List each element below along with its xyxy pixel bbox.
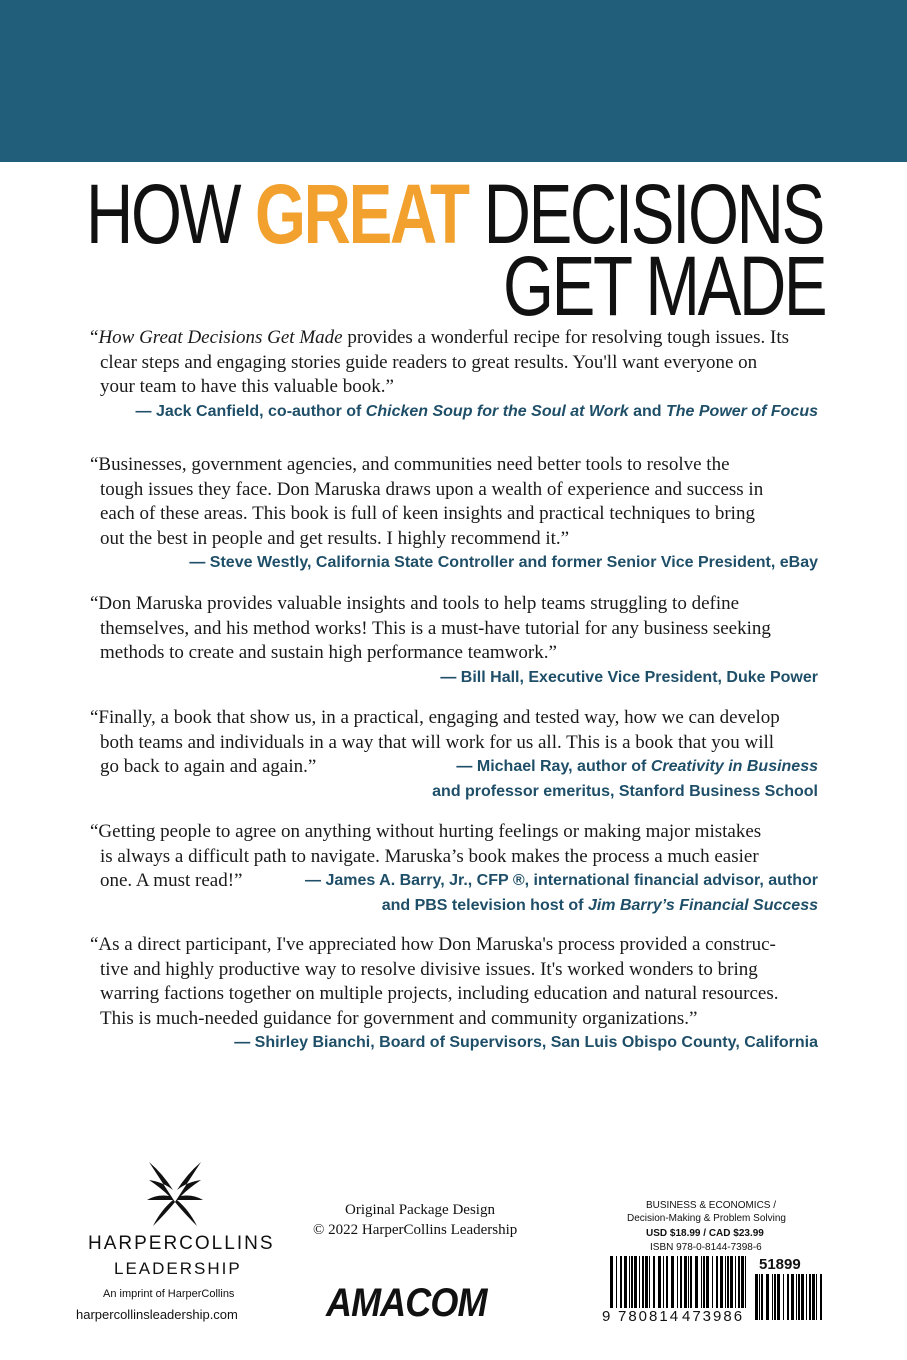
barcode-bar — [798, 1274, 800, 1320]
barcode-bar — [783, 1274, 784, 1320]
barcode-bar — [759, 1274, 760, 1320]
barcode-bar — [629, 1256, 630, 1308]
copyright: © 2022 HarperCollins Leadership — [313, 1222, 518, 1238]
design-credit: Original Package Design — [345, 1202, 495, 1218]
barcode-bar — [727, 1256, 729, 1308]
quote-hall: “Don Maruska provides valuable insights and tools to help teams struggling to define themselves, and his method works! This is a must-have tutorial for any business seeking methods to create and sustain high performance teamwork.” — Bill Hall, Executive Vice President, Duke Power — [90, 592, 830, 690]
category-line1: BUSINESS & ECONOMICS / — [646, 1200, 777, 1211]
addon-digits: 51899 — [759, 1256, 801, 1273]
attribution-line2: and PBS television host of Jim Barry’s Financial Success — [381, 896, 818, 914]
amacom-logo: AMACOM — [326, 1281, 487, 1325]
price: USD $18.99 / CAD $23.99 — [646, 1228, 764, 1239]
barcode-bar — [663, 1256, 664, 1308]
barcode-bar — [624, 1256, 627, 1308]
barcode-bar — [706, 1256, 709, 1308]
barcode-bar — [791, 1274, 794, 1320]
barcode-bar — [631, 1256, 633, 1308]
quote-bianchi: “As a direct participant, I've appreciated how Don Maruska's process provided a construc- tive and highly productive way to resolve divisive issues. It's worked wonders to bring warring factions together on multiple projects, including education and natural resources. This is much-needed guidance for government and community organizations.” — Shirley Bianchi, Board of Supervisors, San Luis Obispo County, California — [90, 933, 830, 1056]
barcode-bar — [642, 1256, 644, 1308]
barcode-bar — [796, 1274, 797, 1320]
imprint-text: An imprint of HarperCollins — [103, 1288, 235, 1300]
barcode-bar — [639, 1256, 640, 1308]
attribution: — Shirley Bianchi, Board of Supervisors, San Luis Obispo County, California — [234, 1034, 818, 1051]
harpercollins-fire-water-logo-icon — [143, 1160, 207, 1230]
attribution-line2: and professor emeritus, Stanford Business School — [432, 782, 818, 800]
barcode-bar — [725, 1256, 726, 1308]
barcode-bar — [774, 1274, 776, 1320]
barcode-bar — [645, 1256, 648, 1308]
barcode-bar — [658, 1256, 661, 1308]
barcode-bar — [820, 1274, 822, 1320]
barcode-bar — [620, 1256, 622, 1308]
barcode-bar — [777, 1274, 780, 1320]
title-accent-word: GREAT — [254, 167, 468, 261]
barcode-bar — [816, 1274, 817, 1320]
barcode-bar — [741, 1256, 744, 1308]
barcode-bar — [616, 1256, 617, 1308]
barcode-bar — [649, 1256, 650, 1308]
category-line2: Decision-Making & Problem Solving — [627, 1213, 786, 1224]
quote-barry: “Getting people to agree on anything without hurting feelings or making major mistakes is always a difficult path to navigate. Maruska’s book makes the process a much easier one. A must read!” — James A. Barry, Jr., CFP ®, international financial advisor, author and PBS television host of Jim Barry’s Financial Success — [90, 820, 830, 918]
barcode-bar — [690, 1256, 692, 1308]
header-band — [0, 0, 907, 162]
publisher-url[interactable]: harpercollinsleadership.com — [76, 1307, 238, 1322]
barcode-addon-icon — [755, 1274, 825, 1322]
attribution: — Steve Westly, California State Controller and former Senior Vice President, eBay — [189, 554, 818, 571]
barcode-bar — [787, 1274, 789, 1320]
barcode-bar — [703, 1256, 705, 1308]
barcode-digits-right: 473986 — [682, 1308, 745, 1325]
isbn: ISBN 978-0-8144-7398-6 — [650, 1242, 762, 1253]
publisher-subname: LEADERSHIP — [114, 1259, 242, 1278]
barcode-bar — [720, 1256, 723, 1308]
barcode-bar — [766, 1274, 769, 1320]
attribution: — Bill Hall, Executive Vice President, Duke Power — [440, 668, 818, 686]
barcode-bar — [671, 1256, 674, 1308]
barcode-main-icon — [610, 1256, 750, 1314]
attribution: — James A. Barry, Jr., CFP ®, international financial advisor, author — [305, 872, 818, 889]
barcode-bar — [745, 1256, 746, 1308]
barcode-bar — [761, 1274, 763, 1320]
barcode-bar — [809, 1274, 811, 1320]
barcode-bar — [735, 1256, 736, 1308]
barcode-bar — [712, 1256, 713, 1308]
attribution: — Michael Ray, author of Creativity in Business — [456, 758, 818, 775]
publisher-name: HARPERCOLLINS — [88, 1233, 275, 1254]
barcode-bar — [806, 1274, 807, 1320]
quote-ray: “Finally, a book that show us, in a practical, engaging and tested way, how we can develop both teams and individuals in a way that will work for us all. This is a book that you will go back to again and again.” — Michael Ray, author of Creativity in Business and professor emeritus, Stanford Business School — [90, 706, 830, 804]
book-title-line2: GET MADE — [503, 239, 826, 333]
quote-westly: “Businesses, government agencies, and communities need better tools to resolve the tough issues they face. Don Maruska draws upon a wealth of experience and success in each of these areas. This book is full of keen insights and practical techniques to bring out the best in people and get results. I highly recommend it.” — Steve Westly, California State Controller and former Senior Vice President, eBay — [90, 453, 830, 576]
barcode-bar — [677, 1256, 678, 1308]
barcode-bar — [801, 1274, 804, 1320]
barcode-bar — [738, 1256, 740, 1308]
book-title-line1: HOW GREAT DECISIONS — [86, 167, 823, 261]
barcode-bar — [772, 1274, 773, 1320]
barcode-bar — [684, 1256, 687, 1308]
barcode-bar — [701, 1256, 702, 1308]
barcode-bar — [634, 1256, 637, 1308]
barcode-digit-first: 9 — [602, 1308, 611, 1325]
barcode-bar — [688, 1256, 689, 1308]
quote-canfield: “How Great Decisions Get Made provides a wonderful recipe for resolving tough issues. Its clear steps and engaging stories guide readers to great results. You'll want everyone on your team to have this valuable book.” — Jack Canfield, co-author of Chicken Soup for the Soul at Work and The Power of Focus — [90, 326, 830, 424]
barcode-bar — [610, 1256, 613, 1308]
barcode-bar — [695, 1256, 698, 1308]
barcode-bar — [653, 1256, 655, 1308]
barcode-bar — [730, 1256, 733, 1308]
attribution: — Jack Canfield, co-author of Chicken Soup for the Soul at Work and The Power of Focus — [135, 402, 818, 420]
barcode-bar — [716, 1256, 718, 1308]
barcode-bar — [666, 1256, 668, 1308]
barcode-bar — [755, 1274, 758, 1320]
barcode-bar — [680, 1256, 682, 1308]
barcode-bar — [812, 1274, 815, 1320]
barcode-digits-left: 780814 — [618, 1308, 681, 1325]
